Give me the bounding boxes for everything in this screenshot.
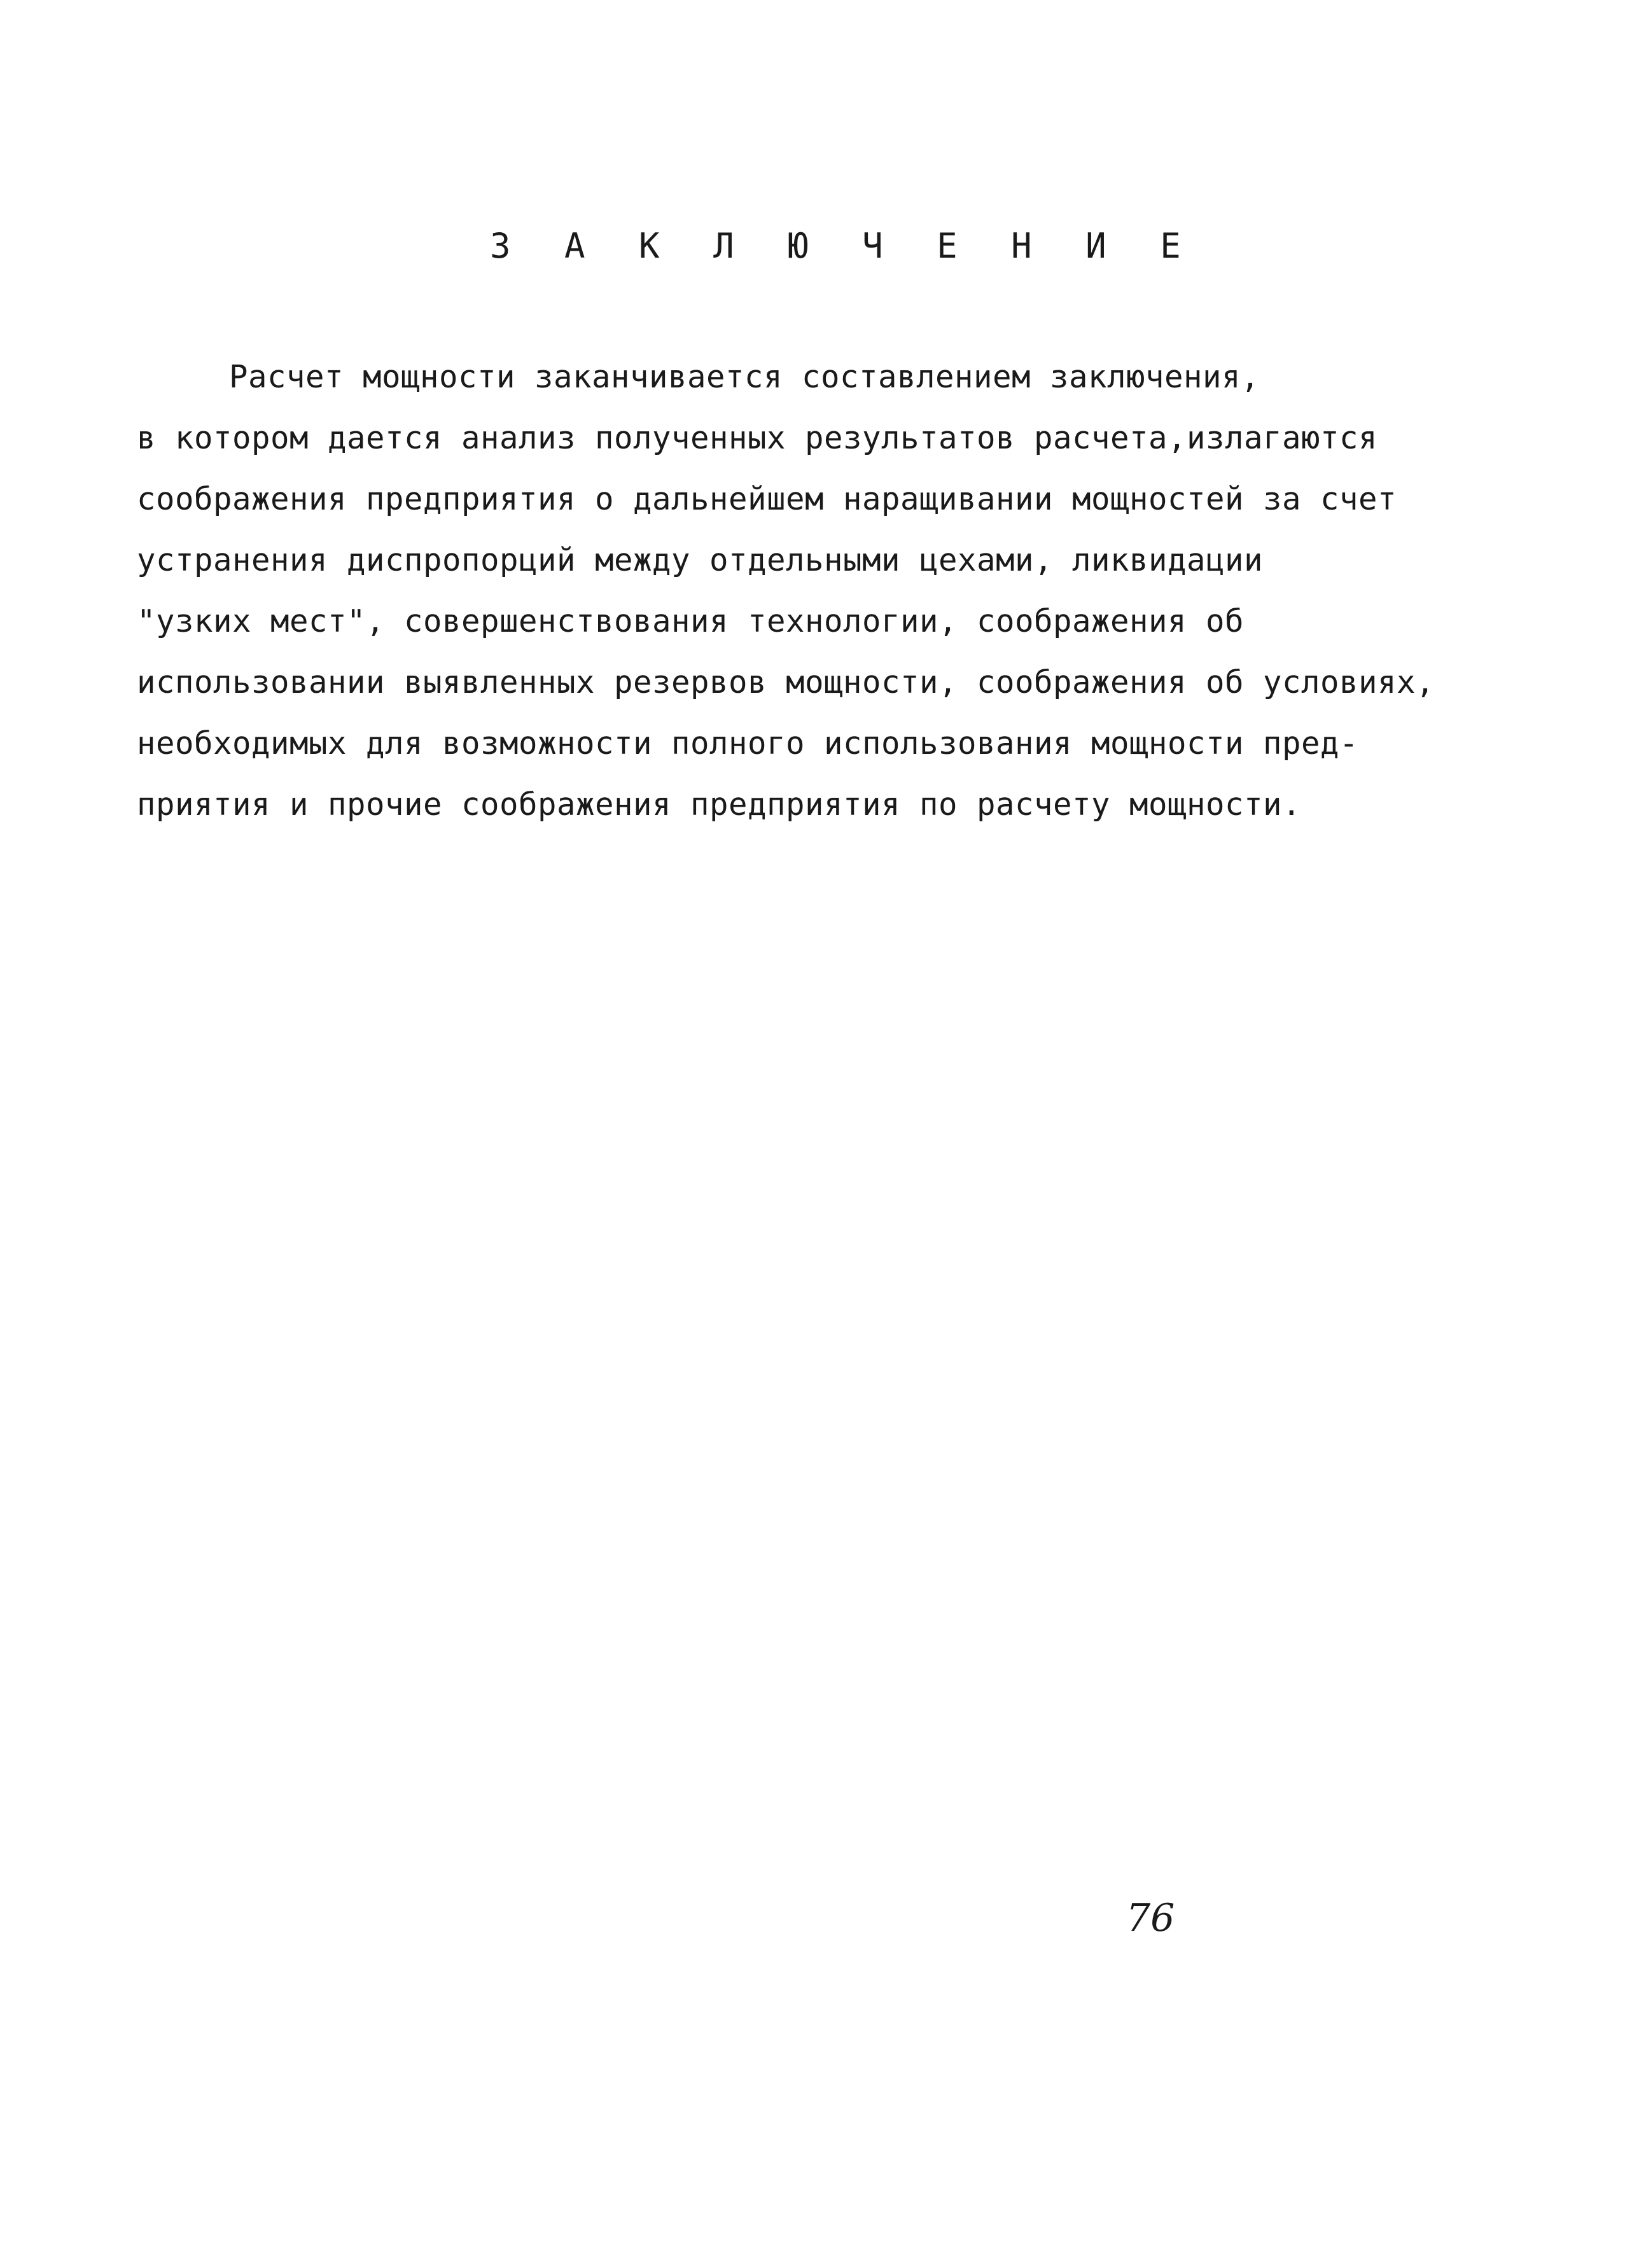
paragraph-line: соображения предприятия о дальнейшем наращивании мощностей за счет: [137, 481, 1397, 517]
paragraph-line: приятия и прочие соображения предприятия по расчету мощности.: [137, 786, 1302, 823]
paragraph-line: устранения диспропорций между отдельными цехами, ликвидации: [137, 542, 1264, 578]
page-title: З А К Л Ю Ч Е Н И Е: [490, 226, 1197, 266]
paragraph-line: необходимых для возможности полного использования мощности пред-: [137, 725, 1359, 762]
page-number: 76: [1126, 1896, 1175, 1940]
paragraph-line: использовании выявленных резервов мощности, соображения об условиях,: [137, 664, 1435, 700]
conclusion-paragraph: [137, 347, 1473, 835]
paragraph-line: "узких мест", совершенствования технологии, соображения об: [137, 603, 1245, 639]
paragraph-line: в котором дается анализ полученных результатов расчета,излагаются: [137, 420, 1378, 456]
paragraph-line: Расчет мощности заканчивается составлением заключения,: [229, 359, 1260, 395]
